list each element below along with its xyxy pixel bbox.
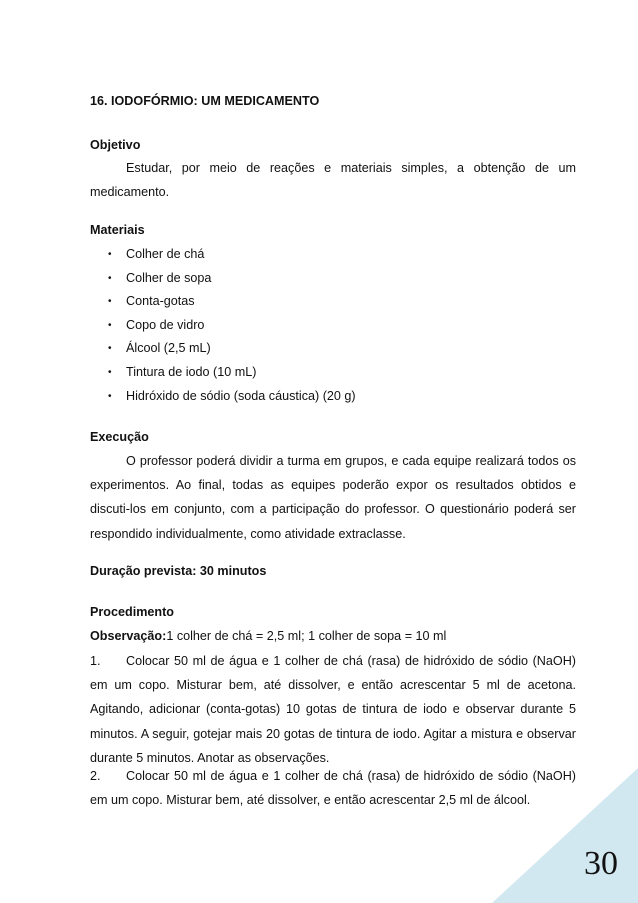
objetivo-text: Estudar, por meio de reações e materiais simples, a obtenção de um medicamento. xyxy=(90,161,576,199)
procedimento-heading: Procedimento xyxy=(90,605,174,619)
bullet-icon: • xyxy=(108,343,112,355)
bullet-icon: • xyxy=(108,390,112,402)
list-item: • Tintura de iodo (10 mL) xyxy=(90,361,576,385)
execucao-heading: Execução xyxy=(90,430,149,444)
bullet-icon: • xyxy=(108,366,112,378)
materiais-heading: Materiais xyxy=(90,223,145,237)
bullet-icon: • xyxy=(108,272,112,284)
observacao-line xyxy=(90,625,576,649)
bullet-icon: • xyxy=(108,249,112,260)
step-text: Colocar 50 ml de água e 1 colher de chá (rasa) de hidróxido de sódio (NaOH) em um copo. Misturar bem, até dissolver, e então acrescentar 2,5 ml de álcool. xyxy=(90,769,576,808)
bullet-icon: • xyxy=(108,319,112,331)
list-item: • Copo de vidro xyxy=(90,314,576,338)
list-item: • Conta-gotas xyxy=(90,290,576,314)
list-item: • Colher de sopa xyxy=(90,267,576,291)
step-1 xyxy=(90,649,576,770)
duracao-text: Duração prevista: 30 minutos xyxy=(90,564,267,578)
observacao-text: 1 colher de chá = 2,5 ml; 1 colher de sopa = 10 ml xyxy=(166,629,447,643)
list-item: • Álcool (2,5 mL) xyxy=(90,337,576,361)
page-number: 30 xyxy=(584,845,618,882)
list-item: • Hidróxido de sódio (soda cáustica) (20 g) xyxy=(90,385,576,409)
step-text: Colocar 50 ml de água e 1 colher de chá (rasa) de hidróxido de sódio (NaOH) em um copo. Misturar bem, até dissolver, e então acrescentar 5 ml de acetona. Agitando, adicionar (conta-gotas) 10 gotas de tintura de iodo e observar durante 5 minutos. A seguir, gotejar mais 20 gotas de tintura de iodo. Agitar a mistura e observar durante 5 minutos. Anotar as observações. xyxy=(90,654,576,765)
observacao-label: Observação: xyxy=(90,629,167,643)
objetivo-heading: Objetivo xyxy=(90,138,141,152)
execucao-text: O professor poderá dividir a turma em grupos, e cada equipe realizará todos os experimentos. Ao final, todas as equipes poderão expor os resultados obtidos e discuti-los em conjunto, com a participação do professor. O questionário poderá ser respondido individualmente, como atividade extraclasse. xyxy=(90,454,576,541)
step-number: 2. xyxy=(90,769,101,783)
page-title: 16. IODOFÓRMIO: UM MEDICAMENTO xyxy=(90,94,320,108)
materiais-list xyxy=(90,243,576,408)
bullet-icon: • xyxy=(108,296,112,308)
step-number: 1. xyxy=(90,654,101,668)
list-item: • Colher de chá xyxy=(90,243,576,267)
